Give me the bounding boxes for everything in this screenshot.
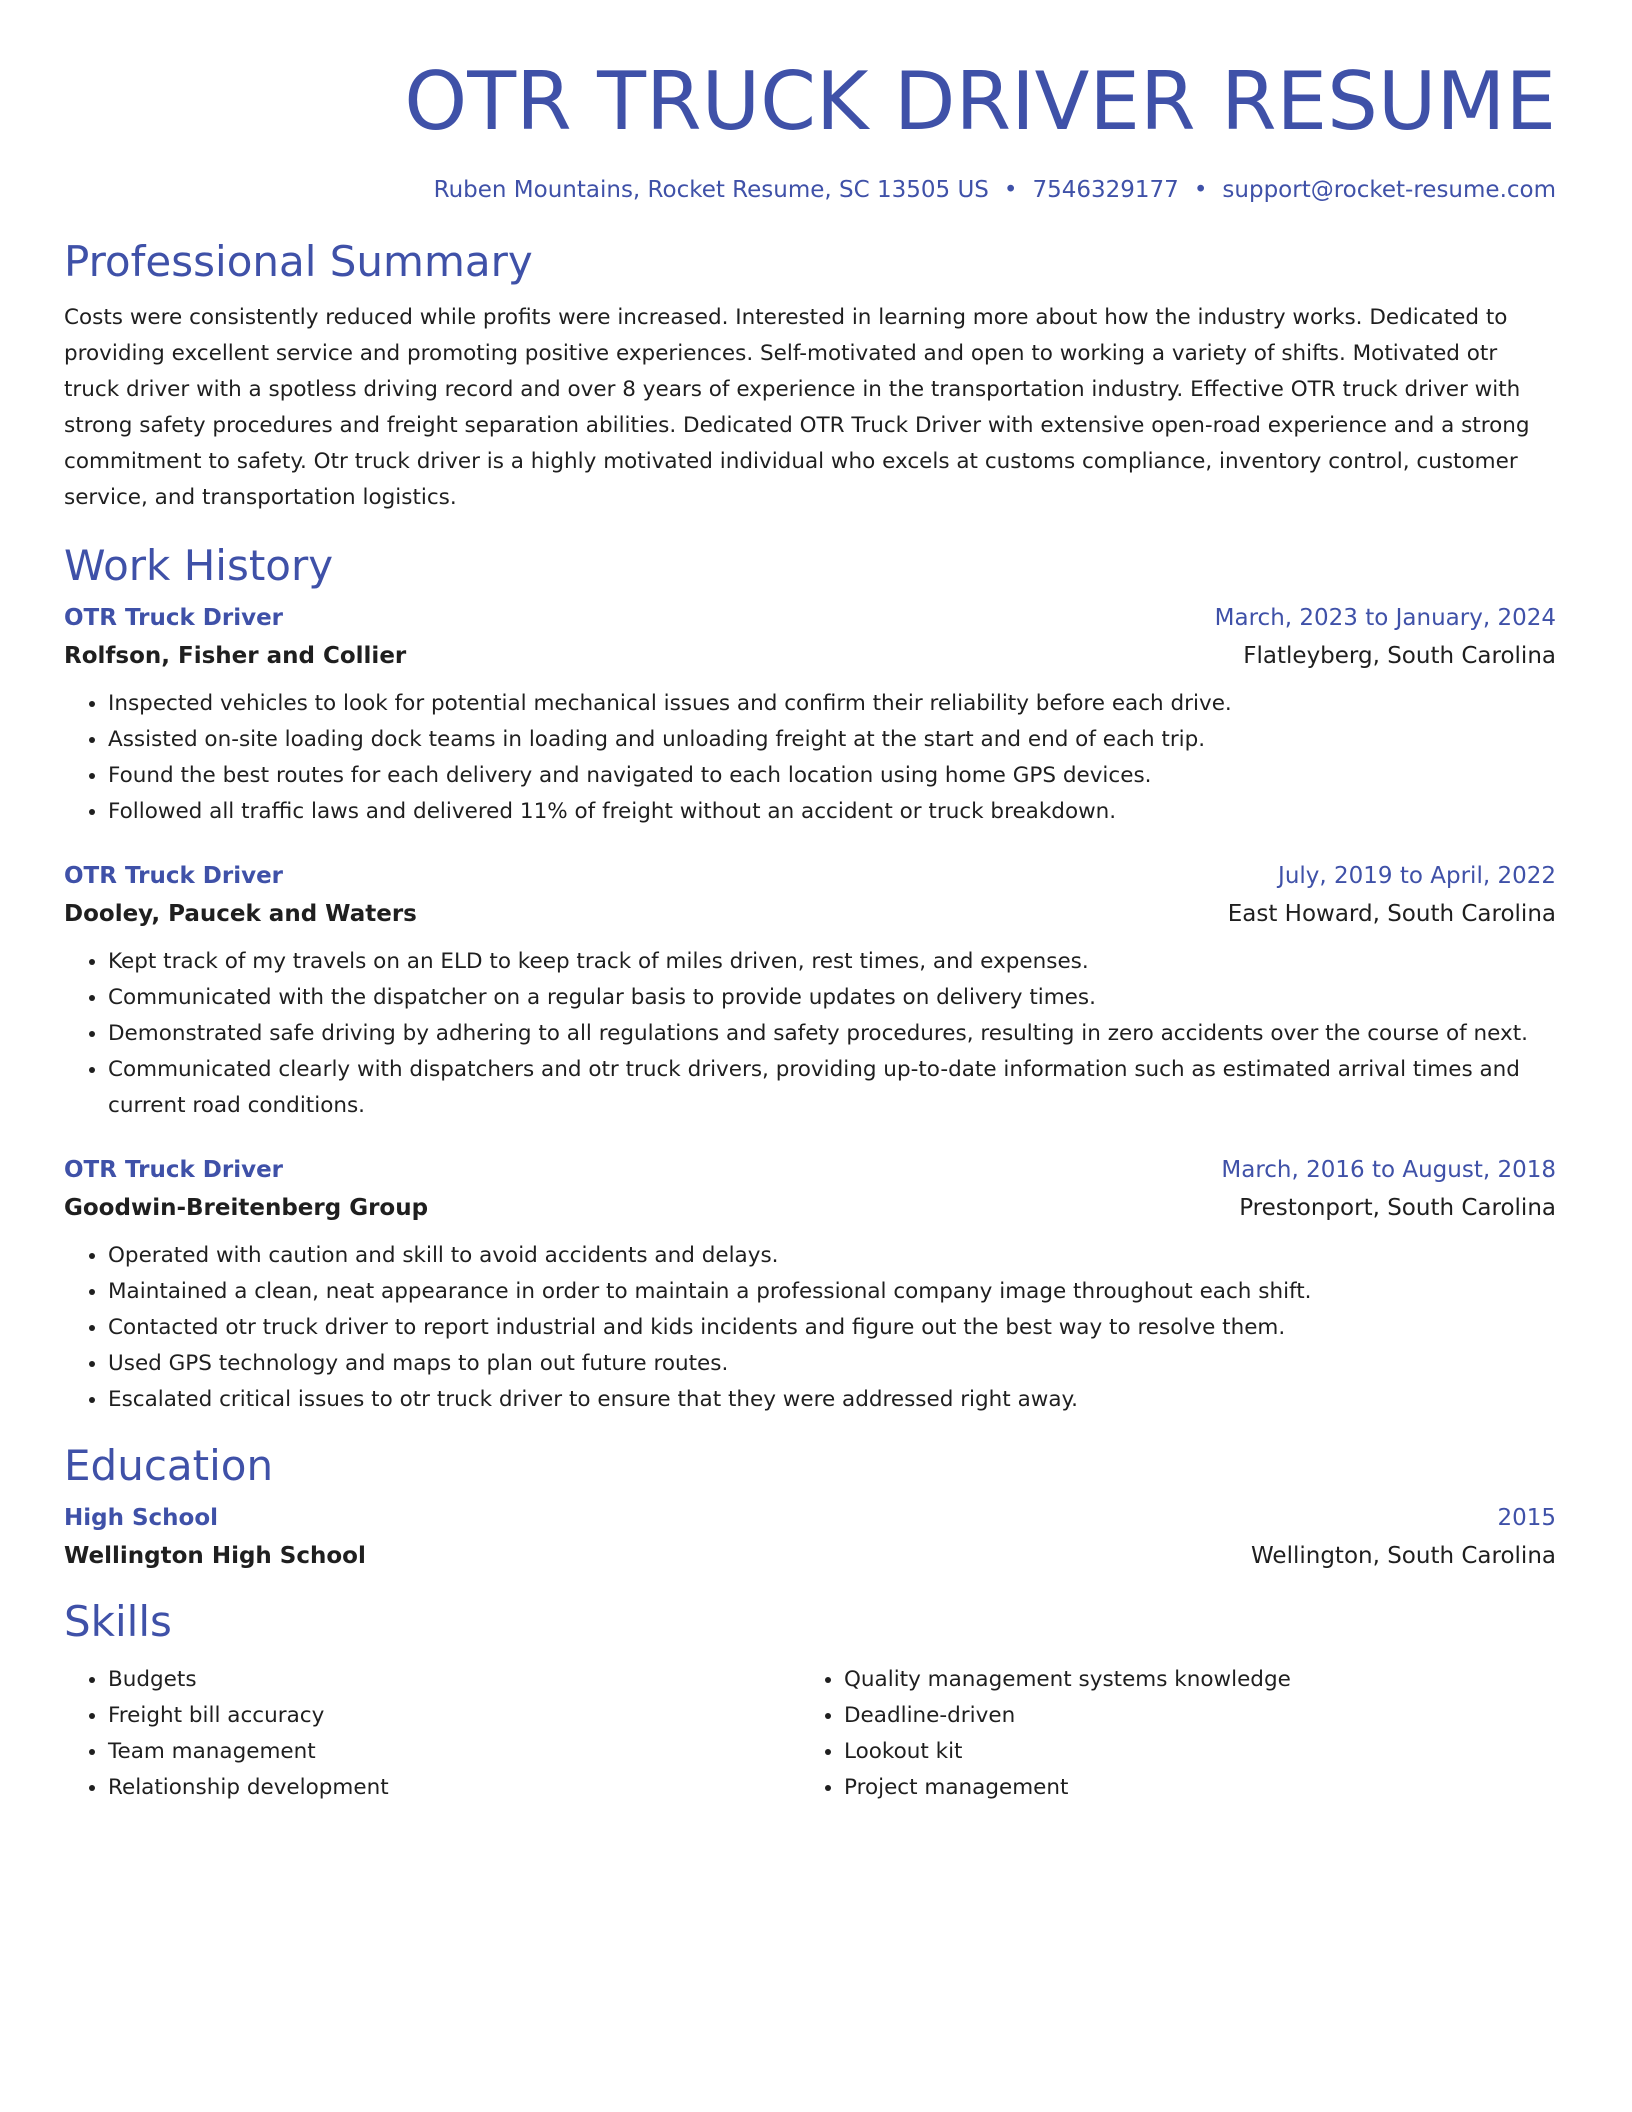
skill-item: • Freight bill accuracy [108, 1698, 800, 1734]
job-duties-list [64, 1238, 1556, 1418]
skill-item: • Budgets [108, 1662, 800, 1698]
education-degree: High School [64, 1505, 219, 1531]
job-title: OTR Truck Driver [64, 863, 284, 889]
contact-separator: • [1003, 177, 1018, 203]
skill-item: • Team management [108, 1734, 800, 1770]
skills-list-right [800, 1662, 1536, 1806]
list-item: • Communicated with the dispatcher on a regular basis to provide updates on delivery times. [108, 980, 1556, 1016]
summary-heading: Professional Summary [64, 237, 533, 286]
list-item: • Found the best routes for each delivery and navigated to each location using home GPS devices. [108, 758, 1556, 794]
skills-heading: Skills [64, 1597, 172, 1646]
contact-email: support@rocket-resume.com [1222, 177, 1556, 203]
education-location: Wellington, South Carolina [1251, 1543, 1556, 1569]
job-location: East Howard, South Carolina [1227, 901, 1556, 927]
education-heading: Education [64, 1441, 274, 1490]
job-location: Flatleyberg, South Carolina [1243, 643, 1556, 669]
job-company: Rolfson, Fisher and Collier [64, 643, 407, 669]
job-company-row [64, 640, 1556, 672]
list-item: • Assisted on-site loading dock teams in loading and unloading freight at the start and end of each trip. [108, 722, 1556, 758]
job-company-row [64, 898, 1556, 930]
job-dates: March, 2023 to January, 2024 [1214, 605, 1556, 631]
list-item: • Operated with caution and skill to avoid accidents and delays. [108, 1238, 1556, 1274]
job-dates: March, 2016 to August, 2018 [1221, 1157, 1556, 1183]
skill-item: • Project management [844, 1770, 1536, 1806]
resume-title: OTR TRUCK DRIVER RESUME [404, 55, 1556, 148]
education-school: Wellington High School [64, 1543, 366, 1569]
list-item: • Inspected vehicles to look for potential mechanical issues and confirm their reliability before each drive. [108, 686, 1556, 722]
contact-line [64, 174, 1556, 206]
summary-text: Costs were consistently reduced while profits were increased. Interested in learning more about how the industry works. Dedicated to providing excellent service and promoting positive experiences. Self-motivated and open to working a variety of shifts. Motivated otr truck driver with a spotless driving record and over 8 years of experience in the transportation industry. Effective OTR truck driver with strong safety procedures and freight separation abilities. Dedicated OTR Truck Driver with extensive open-road experience and a strong commitment to safety. Otr truck driver is a highly motivated individual who excels at customs compliance, inventory control, customer service, and transportation logistics. [64, 305, 1530, 510]
job-duties-list [64, 686, 1556, 830]
job-company-row [64, 1192, 1556, 1224]
job-company: Goodwin-Breitenberg Group [64, 1195, 429, 1221]
contact-address: Ruben Mountains, Rocket Resume, SC 13505 US [433, 177, 989, 203]
education-school-row [64, 1540, 1556, 1572]
skill-item: • Relationship development [108, 1770, 800, 1806]
contact-separator: • [1193, 177, 1208, 203]
list-item: • Followed all traffic laws and delivered 11% of freight without an accident or truck breakdown. [108, 794, 1556, 830]
list-item: • Kept track of my travels on an ELD to keep track of miles driven, rest times, and expenses. [108, 944, 1556, 980]
education-entry [64, 1502, 1556, 1572]
skill-item: • Lookout kit [844, 1734, 1536, 1770]
job-location: Prestonport, South Carolina [1239, 1195, 1556, 1221]
work-history-heading: Work History [64, 541, 334, 590]
resume-page [64, 52, 1556, 1806]
job-duties-list [64, 944, 1556, 1124]
skills-list-left [64, 1662, 800, 1806]
list-item: • Communicated clearly with dispatchers and otr truck drivers, providing up-to-date information such as estimated arrival times and current road conditions. [108, 1052, 1556, 1124]
list-item: • Maintained a clean, neat appearance in order to maintain a professional company image throughout each shift. [108, 1274, 1556, 1310]
education-degree-row [64, 1502, 1556, 1534]
job-title-row [64, 860, 1556, 892]
job-entry [64, 1154, 1556, 1418]
job-title: OTR Truck Driver [64, 1157, 284, 1183]
list-item: • Escalated critical issues to otr truck driver to ensure that they were addressed right away. [108, 1382, 1556, 1418]
education-year: 2015 [1497, 1505, 1556, 1531]
list-item: • Contacted otr truck driver to report industrial and kids incidents and figure out the best way to resolve them. [108, 1310, 1556, 1346]
job-company: Dooley, Paucek and Waters [64, 901, 417, 927]
list-item: • Used GPS technology and maps to plan out future routes. [108, 1346, 1556, 1382]
skill-item: • Deadline-driven [844, 1698, 1536, 1734]
job-title: OTR Truck Driver [64, 605, 284, 631]
skill-item: • Quality management systems knowledge [844, 1662, 1536, 1698]
job-dates: July, 2019 to April, 2022 [1278, 863, 1556, 889]
job-title-row [64, 602, 1556, 634]
contact-phone: 7546329177 [1032, 177, 1179, 203]
job-entry [64, 860, 1556, 1124]
list-item: • Demonstrated safe driving by adhering to all regulations and safety procedures, resulting in zero accidents over the course of next. [108, 1016, 1556, 1052]
job-entry [64, 602, 1556, 830]
job-title-row [64, 1154, 1556, 1186]
skills-grid [64, 1662, 1556, 1806]
